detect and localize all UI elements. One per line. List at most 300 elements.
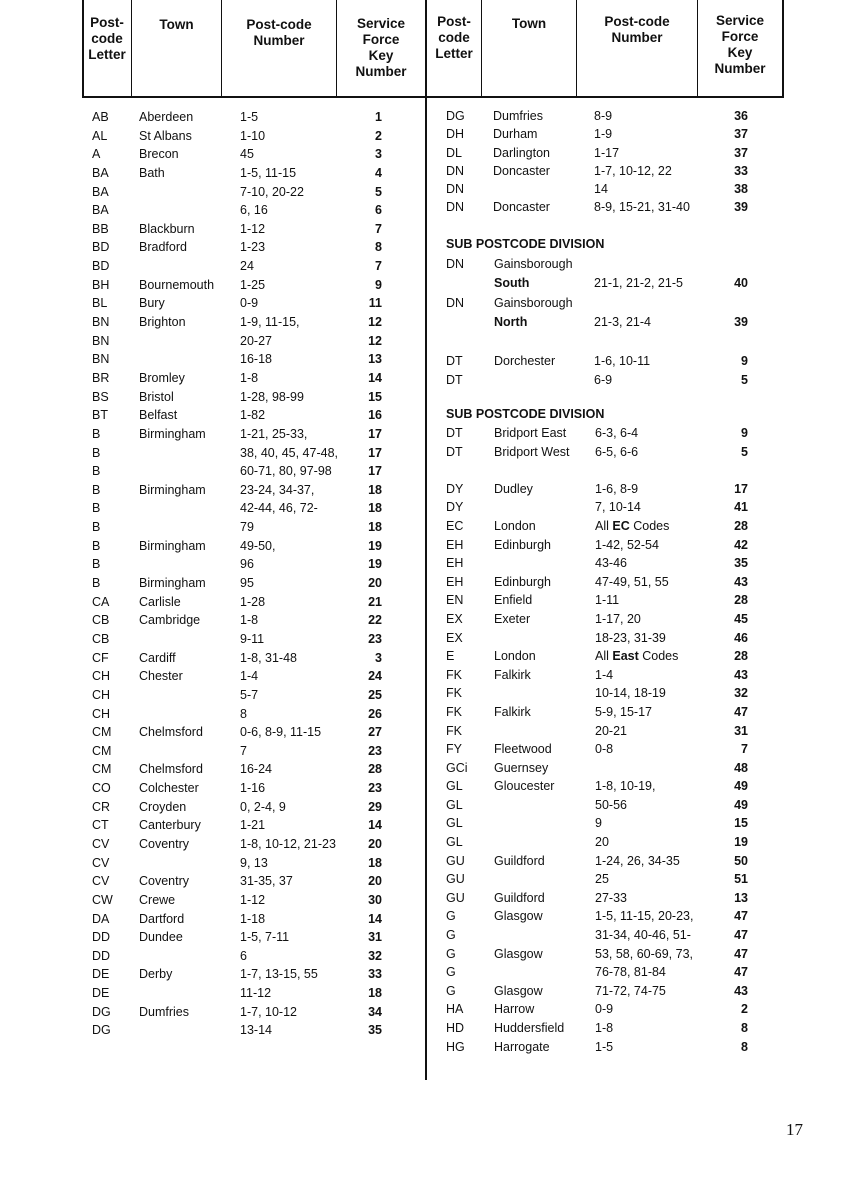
service-force-key: 30 bbox=[368, 892, 382, 907]
postcode-letter: GU bbox=[446, 890, 465, 905]
town-name: Falkirk bbox=[494, 704, 531, 719]
postcode-letter: DG bbox=[92, 1004, 111, 1019]
service-force-key: 25 bbox=[368, 687, 382, 702]
service-force-key: 6 bbox=[375, 203, 382, 218]
town-name: Chelmsford bbox=[139, 725, 203, 740]
postcode-number: 20-27 bbox=[240, 333, 272, 348]
postcode-letter: BN bbox=[92, 352, 110, 367]
town-name: Enfield bbox=[494, 593, 533, 608]
service-force-key: 18 bbox=[368, 501, 382, 516]
service-force-key: 13 bbox=[368, 352, 382, 367]
service-force-key: 7 bbox=[375, 259, 382, 274]
town-name: Dumfries bbox=[139, 1004, 190, 1019]
service-force-key: 23 bbox=[368, 781, 382, 796]
table-row bbox=[92, 910, 402, 929]
table-row bbox=[446, 907, 748, 926]
town-name: Birmingham bbox=[139, 482, 206, 497]
town-name: Dumfries bbox=[493, 109, 544, 123]
table-row bbox=[92, 854, 402, 873]
postcode-letter: B bbox=[92, 482, 101, 497]
town-name: Aberdeen bbox=[139, 110, 194, 124]
town-name: London bbox=[494, 649, 536, 664]
postcode-number: 21-3, 21-4 bbox=[594, 315, 651, 330]
postcode-letter: G bbox=[446, 909, 456, 924]
postcode-number: 31-34, 40-46, 51- bbox=[595, 928, 691, 943]
town-name: Brecon bbox=[139, 147, 179, 162]
table-row bbox=[446, 945, 748, 964]
table-row bbox=[446, 480, 748, 499]
town-name: Cambridge bbox=[139, 613, 201, 628]
postcode-number: 1-7, 10-12, 22 bbox=[594, 163, 672, 178]
service-force-key: 16 bbox=[368, 408, 382, 423]
town-name: Cardiff bbox=[139, 650, 176, 665]
postcode-letter: DG bbox=[92, 1023, 111, 1038]
town-name: Bury bbox=[139, 296, 165, 311]
postcode-letter: FK bbox=[446, 686, 462, 701]
service-force-key: 36 bbox=[734, 109, 748, 123]
service-force-key: 47 bbox=[734, 704, 748, 719]
service-force-key: 39 bbox=[734, 200, 748, 215]
table-row bbox=[446, 274, 748, 293]
postcode-number: 1-21 bbox=[240, 818, 266, 833]
postcode-letter: EH bbox=[446, 537, 464, 552]
table-row bbox=[92, 798, 402, 817]
postcode-number: 1-17 bbox=[594, 145, 620, 160]
postcode-letter: CH bbox=[92, 687, 111, 702]
service-force-key: 49 bbox=[734, 779, 748, 794]
service-force-key: 27 bbox=[368, 725, 382, 740]
town-name: Edinburgh bbox=[494, 574, 551, 589]
postcode-number: 20-21 bbox=[595, 723, 627, 738]
service-force-key: 15 bbox=[734, 816, 748, 831]
service-force-key: 18 bbox=[368, 482, 382, 497]
postcode-letter: E bbox=[446, 649, 455, 664]
postcode-number: 6 bbox=[240, 948, 247, 963]
table-row bbox=[92, 462, 402, 481]
table-row bbox=[446, 517, 748, 536]
service-force-key: 14 bbox=[368, 370, 382, 385]
town-name: Birmingham bbox=[139, 576, 206, 591]
right-header-letter: Post- code Letter bbox=[435, 14, 473, 61]
sub-postcode-heading-1: SUB POSTCODE DIVISION bbox=[446, 237, 605, 251]
left-table-body bbox=[92, 108, 402, 1040]
sub-postcode-heading-2: SUB POSTCODE DIVISION bbox=[446, 407, 605, 421]
right-table-body-a bbox=[446, 107, 748, 217]
service-force-key: 20 bbox=[368, 874, 382, 889]
town-name: Doncaster bbox=[493, 163, 550, 178]
postcode-letter: BT bbox=[92, 408, 108, 423]
postcode-letter: BN bbox=[92, 333, 110, 348]
postcode-letter: DN bbox=[446, 163, 465, 178]
postcode-number: 1-17, 20 bbox=[595, 611, 641, 626]
postcode-number: 50-56 bbox=[595, 797, 627, 812]
service-force-key: 5 bbox=[375, 184, 382, 199]
table-row bbox=[446, 870, 748, 889]
postcode-number: 1-5 bbox=[595, 1039, 614, 1054]
town-name: Glasgow bbox=[494, 909, 543, 924]
table-row bbox=[92, 630, 402, 649]
table-row bbox=[92, 201, 402, 220]
service-force-key: 8 bbox=[375, 240, 382, 255]
service-force-key: 17 bbox=[368, 426, 382, 441]
service-force-key: 3 bbox=[375, 147, 382, 162]
table-row bbox=[92, 183, 402, 202]
postcode-letter: DY bbox=[446, 500, 464, 515]
town-name: Harrow bbox=[494, 1002, 535, 1017]
service-force-key: 32 bbox=[368, 948, 382, 963]
table-row bbox=[446, 371, 748, 390]
table-row bbox=[446, 573, 748, 592]
left-header-key: Service Force Key Number bbox=[355, 16, 407, 79]
town-name: Darlington bbox=[493, 145, 550, 160]
postcode-number: 1-24, 26, 34-35 bbox=[595, 853, 680, 868]
postcode-number: 0-9 bbox=[240, 296, 259, 311]
postcode-letter: GL bbox=[446, 779, 463, 794]
postcode-number: 1-11 bbox=[595, 593, 620, 608]
header-bottom-rule bbox=[82, 96, 784, 98]
postcode-letter: BA bbox=[92, 165, 109, 180]
postcode-letter: FK bbox=[446, 723, 462, 738]
postcode-number: 96 bbox=[240, 557, 254, 572]
postcode-letter: DD bbox=[92, 930, 111, 945]
postcode-letter: HD bbox=[446, 1021, 465, 1035]
postcode-number: 6, 16 bbox=[240, 203, 268, 218]
table-row bbox=[446, 926, 748, 945]
postcode-number: 1-4 bbox=[240, 669, 259, 684]
postcode-letter: G bbox=[446, 983, 456, 998]
postcode-number: 8 bbox=[240, 706, 247, 721]
postcode-letter: CM bbox=[92, 725, 112, 740]
table-row bbox=[92, 220, 402, 239]
town-name: Dartford bbox=[139, 911, 185, 926]
postcode-letter: CB bbox=[92, 613, 110, 628]
postcode-letter: DT bbox=[446, 426, 463, 440]
table-row bbox=[92, 350, 402, 369]
service-force-key: 14 bbox=[368, 818, 382, 833]
right-table-border bbox=[782, 0, 784, 98]
postcode-letter: B bbox=[92, 557, 101, 572]
table-row bbox=[92, 257, 402, 276]
table-row bbox=[446, 982, 748, 1001]
table-row bbox=[446, 796, 748, 815]
postcode-letter: CA bbox=[92, 594, 110, 609]
service-force-key: 43 bbox=[734, 667, 748, 682]
postcode-number: 1-6, 10-11 bbox=[594, 353, 651, 368]
postcode-number: 1-8, 10-12, 21-23 bbox=[240, 836, 336, 851]
table-row bbox=[92, 779, 402, 798]
service-force-key: 17 bbox=[734, 481, 748, 496]
postcode-letter: DN bbox=[446, 257, 465, 271]
postcode-letter: FK bbox=[446, 704, 462, 719]
service-force-key: 11 bbox=[368, 296, 382, 311]
service-force-key: 15 bbox=[368, 389, 382, 404]
postcode-number: 1-28 bbox=[240, 594, 266, 609]
postcode-number: 1-5, 11-15 bbox=[240, 165, 297, 180]
postcode-number: 7, 10-14 bbox=[595, 500, 641, 515]
table-row bbox=[92, 723, 402, 742]
table-row bbox=[92, 537, 402, 556]
town-name: Coventry bbox=[139, 836, 190, 851]
postcode-number: 1-7, 10-12 bbox=[240, 1004, 297, 1019]
town-name: Bridport West bbox=[494, 444, 570, 459]
postcode-letter: HA bbox=[446, 1002, 464, 1017]
postcode-letter: GCi bbox=[446, 760, 468, 775]
service-force-key: 2 bbox=[741, 1002, 748, 1017]
postcode-number: 1-5, 11-15, 20-23, bbox=[595, 909, 694, 924]
service-force-key: 38 bbox=[734, 182, 748, 197]
postcode-letter: B bbox=[92, 426, 101, 441]
table-row bbox=[446, 107, 748, 125]
postcode-letter: FY bbox=[446, 742, 462, 757]
town-name: Blackburn bbox=[139, 221, 195, 236]
table-row bbox=[92, 108, 402, 127]
table-row bbox=[92, 891, 402, 910]
service-force-key: 42 bbox=[734, 537, 748, 552]
postcode-letter: DH bbox=[446, 127, 465, 142]
table-row bbox=[446, 162, 748, 180]
postcode-letter: DN bbox=[446, 182, 465, 197]
header-divider-4 bbox=[481, 0, 482, 97]
postcode-number: 0-9 bbox=[595, 1002, 614, 1017]
town-name: Gainsborough bbox=[494, 295, 573, 310]
service-force-key: 7 bbox=[375, 221, 382, 236]
postcode-letter: EH bbox=[446, 556, 464, 571]
town-name: Fleetwood bbox=[494, 742, 552, 757]
postcode-number: 10-14, 18-19 bbox=[595, 686, 666, 701]
postcode-number: 18-23, 31-39 bbox=[595, 630, 666, 645]
service-force-key: 51 bbox=[734, 872, 748, 887]
town-name: Colchester bbox=[139, 781, 199, 796]
table-row bbox=[92, 518, 402, 537]
postcode-letter: B bbox=[92, 501, 101, 516]
town-name: Exeter bbox=[494, 611, 531, 626]
town-name: Croyden bbox=[139, 799, 187, 814]
postcode-number: 11-12 bbox=[240, 986, 272, 1001]
postcode-letter: CT bbox=[92, 818, 109, 833]
table-row bbox=[446, 610, 748, 629]
postcode-number: 1-5 bbox=[240, 110, 259, 124]
table-row bbox=[92, 555, 402, 574]
postcode-number: 9, 13 bbox=[240, 855, 268, 870]
postcode-number: 6-3, 6-4 bbox=[595, 426, 639, 440]
postcode-number: 49-50, bbox=[240, 538, 276, 553]
table-row bbox=[92, 332, 402, 351]
table-row bbox=[92, 388, 402, 407]
postcode-letter: BD bbox=[92, 259, 110, 274]
postcode-number: 16-24 bbox=[240, 762, 272, 777]
postcode-number: 53, 58, 60-69, 73, bbox=[595, 946, 693, 961]
postcode-number: 1-8, 10-19, bbox=[595, 779, 656, 794]
table-row bbox=[446, 352, 748, 371]
service-force-key: 18 bbox=[368, 520, 382, 535]
postcode-letter: CR bbox=[92, 799, 111, 814]
table-row bbox=[446, 740, 748, 759]
postcode-letter: CM bbox=[92, 762, 112, 777]
postcode-number: 9 bbox=[595, 816, 602, 831]
table-row bbox=[92, 593, 402, 612]
postcode-letter: DA bbox=[92, 911, 110, 926]
service-force-key: 9 bbox=[741, 353, 748, 368]
town-name: Gainsborough bbox=[494, 257, 573, 271]
service-force-key: 47 bbox=[734, 946, 748, 961]
table-row bbox=[92, 276, 402, 295]
town-name: Gloucester bbox=[494, 779, 555, 794]
town-name: Dundee bbox=[139, 930, 183, 945]
service-force-key: 23 bbox=[368, 631, 382, 646]
table-row bbox=[446, 629, 748, 648]
service-force-key: 7 bbox=[741, 742, 748, 757]
table-row bbox=[92, 611, 402, 630]
town-name: Crewe bbox=[139, 892, 176, 907]
service-force-key: 21 bbox=[368, 594, 382, 609]
table-row bbox=[446, 777, 748, 796]
service-force-key: 5 bbox=[741, 444, 748, 459]
table-row bbox=[92, 574, 402, 593]
town-name: Doncaster bbox=[493, 200, 550, 215]
service-force-key: 28 bbox=[734, 518, 748, 533]
service-force-key: 46 bbox=[734, 630, 748, 645]
table-row bbox=[446, 833, 748, 852]
postcode-number: 79 bbox=[240, 520, 254, 535]
service-force-key: 43 bbox=[734, 983, 748, 998]
postcode-number: 45 bbox=[240, 147, 254, 162]
postcode-number: 76-78, 81-84 bbox=[595, 965, 666, 980]
table-row bbox=[92, 742, 402, 761]
town-name: Dorchester bbox=[494, 353, 556, 368]
service-force-key: 43 bbox=[734, 574, 748, 589]
table-row bbox=[92, 686, 402, 705]
postcode-letter: EH bbox=[446, 574, 464, 589]
postcode-letter: FK bbox=[446, 667, 462, 682]
town-name: Bradford bbox=[139, 240, 187, 255]
table-row bbox=[446, 461, 748, 480]
postcode-number: 21-1, 21-2, 21-5 bbox=[594, 276, 683, 291]
service-force-key: 37 bbox=[734, 127, 748, 142]
left-header-letter: Post- code Letter bbox=[88, 15, 126, 62]
table-row bbox=[446, 125, 748, 143]
table-row bbox=[446, 963, 748, 982]
postcode-number: All EC Codes bbox=[595, 518, 670, 533]
postcode-number: 1-4 bbox=[595, 667, 614, 682]
left-header-number: Post-code Number bbox=[246, 17, 312, 48]
service-force-key: 47 bbox=[734, 965, 748, 980]
postcode-letter: CM bbox=[92, 743, 112, 758]
table-row bbox=[92, 294, 402, 313]
table-row bbox=[92, 667, 402, 686]
right-header-key: Service Force Key Number bbox=[714, 13, 766, 76]
table-row bbox=[446, 333, 748, 352]
postcode-letter: DD bbox=[92, 948, 111, 963]
postcode-letter: HG bbox=[446, 1039, 465, 1054]
postcode-number: 27-33 bbox=[595, 890, 627, 905]
town-name: Glasgow bbox=[494, 946, 543, 961]
postcode-number: 7-10, 20-22 bbox=[240, 184, 304, 199]
service-force-key: 50 bbox=[734, 853, 748, 868]
postcode-number: 1-8, 31-48 bbox=[240, 650, 297, 665]
postcode-letter: GU bbox=[446, 853, 465, 868]
table-row bbox=[92, 705, 402, 724]
postcode-letter: BN bbox=[92, 315, 110, 330]
postcode-letter: B bbox=[92, 464, 101, 479]
service-force-key: 9 bbox=[741, 426, 748, 440]
town-name: Canterbury bbox=[139, 818, 201, 833]
table-row bbox=[92, 760, 402, 779]
table-row bbox=[446, 703, 748, 722]
center-divider bbox=[425, 0, 427, 1080]
service-force-key: 45 bbox=[734, 611, 748, 626]
postcode-number: 47-49, 51, 55 bbox=[595, 574, 669, 589]
postcode-number: 0-6, 8-9, 11-15 bbox=[240, 725, 322, 740]
postcode-number: 1-16 bbox=[240, 781, 266, 796]
table-row bbox=[92, 649, 402, 668]
postcode-number: 6-5, 6-6 bbox=[595, 444, 639, 459]
town-name: Birmingham bbox=[139, 426, 206, 441]
postcode-number: 1-8 bbox=[240, 613, 259, 628]
postcode-number: 1-6, 8-9 bbox=[595, 481, 639, 496]
table-row bbox=[92, 928, 402, 947]
postcode-letter: G bbox=[446, 928, 456, 943]
postcode-number: 5-7 bbox=[240, 687, 259, 702]
postcode-letter: CV bbox=[92, 874, 110, 889]
postcode-number: 1-25 bbox=[240, 277, 266, 292]
right-header-town: Town bbox=[511, 16, 547, 31]
left-header-town: Town bbox=[159, 17, 194, 32]
postcode-number: 16-18 bbox=[240, 352, 272, 367]
postcode-number: 1-8 bbox=[595, 1021, 614, 1035]
town-name: Bath bbox=[139, 165, 165, 180]
table-row bbox=[92, 499, 402, 518]
service-force-key: 33 bbox=[368, 967, 382, 982]
postcode-number: 1-21, 25-33, bbox=[240, 426, 308, 441]
service-force-key: 39 bbox=[734, 315, 748, 330]
postcode-number: 1-28, 98-99 bbox=[240, 389, 304, 404]
table-row bbox=[92, 369, 402, 388]
service-force-key: 31 bbox=[368, 930, 382, 945]
postcode-letter: BD bbox=[92, 240, 110, 255]
postcode-letter: DN bbox=[446, 295, 465, 310]
town-name: Guildford bbox=[494, 853, 545, 868]
table-row bbox=[446, 647, 748, 666]
service-force-key: 28 bbox=[368, 762, 382, 777]
town-name: Birmingham bbox=[139, 538, 206, 553]
table-row bbox=[92, 947, 402, 966]
table-row bbox=[92, 425, 402, 444]
service-force-key: 34 bbox=[368, 1004, 382, 1019]
table-row bbox=[446, 536, 748, 555]
postcode-number: 5-9, 15-17 bbox=[595, 704, 652, 719]
postcode-number: 1-12 bbox=[240, 221, 266, 236]
table-row bbox=[446, 666, 748, 685]
postcode-letter: DE bbox=[92, 967, 110, 982]
table-row bbox=[446, 424, 748, 443]
service-force-key: 31 bbox=[734, 723, 748, 738]
table-row bbox=[446, 1000, 748, 1019]
postcode-letter: DN bbox=[446, 200, 465, 215]
postcode-letter: GL bbox=[446, 797, 463, 812]
service-force-key: 37 bbox=[734, 145, 748, 160]
page-number: 17 bbox=[786, 1120, 803, 1139]
town-name: Guildford bbox=[494, 890, 545, 905]
postcode-number: 1-18 bbox=[240, 911, 266, 926]
postcode-letter: BB bbox=[92, 221, 109, 236]
postcode-number: 1-5, 7-11 bbox=[240, 930, 290, 945]
table-row bbox=[446, 180, 748, 198]
service-force-key: 22 bbox=[368, 613, 382, 628]
service-force-key: 19 bbox=[368, 538, 382, 553]
town-name: North bbox=[494, 315, 528, 330]
service-force-key: 2 bbox=[375, 128, 382, 143]
town-name: Brighton bbox=[139, 315, 186, 330]
